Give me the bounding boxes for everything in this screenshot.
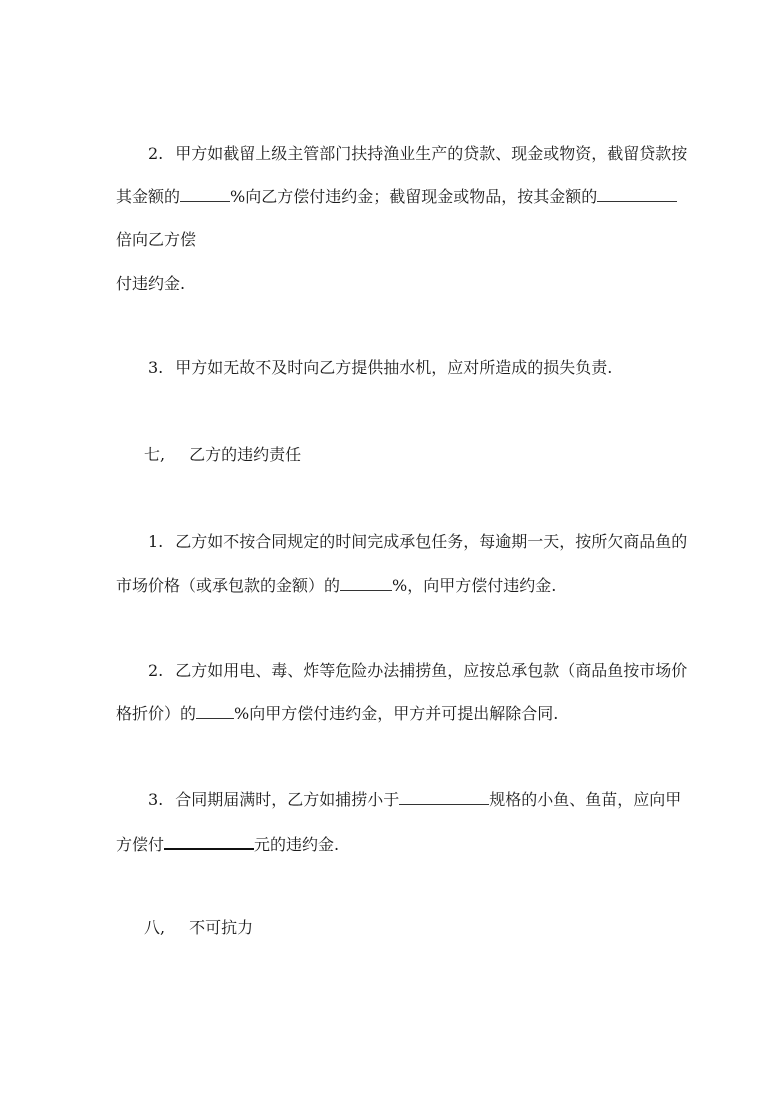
section-8-heading — [144, 918, 253, 938]
section-number: 八, — [144, 918, 166, 937]
clause-text: 规格的小鱼、鱼苗，应向甲 — [489, 790, 682, 809]
section-title: 乙方的违约责任 — [189, 445, 302, 464]
clause-text: 市场价格（或承包款的金额）的 — [116, 576, 341, 595]
fill-blank — [399, 790, 489, 805]
clause-3 — [148, 358, 612, 378]
item-1-line-1 — [148, 532, 687, 552]
section-7-heading — [144, 445, 301, 465]
clause-2-line-3 — [116, 230, 196, 250]
clause-2-line-1 — [148, 144, 687, 164]
clause-number: 3. — [148, 790, 164, 809]
clause-text: 乙方如不按合同规定的时间完成承包任务，每逾期一天，按所欠商品鱼的 — [175, 532, 688, 551]
fill-blank — [196, 704, 234, 719]
clause-text: 元的违约金. — [254, 835, 340, 854]
clause-text: 方偿付 — [116, 835, 165, 854]
clause-2-line-4 — [116, 274, 185, 294]
clause-number: 2. — [148, 661, 164, 680]
clause-text: %向乙方偿付违约金；截留现金或物品，按其金额的 — [230, 187, 598, 206]
section-number: 七, — [144, 445, 166, 464]
clause-text: 倍向乙方偿 — [116, 230, 197, 249]
clause-text: %，向甲方偿付违约金. — [392, 576, 557, 595]
clause-number: 2. — [148, 144, 164, 163]
clause-text: 甲方如无故不及时向乙方提供抽水机，应对所造成的损失负责. — [175, 358, 613, 377]
clause-text: %向甲方偿付违约金，甲方并可提出解除合同. — [234, 704, 559, 723]
clause-text: 格折价）的 — [116, 704, 197, 723]
clause-text: 其金额的 — [116, 187, 181, 206]
fill-blank — [180, 187, 230, 202]
clause-text: 乙方如用电、毒、炸等危险办法捕捞鱼，应按总承包款（商品鱼按市场价 — [175, 661, 688, 680]
clause-text: 付违约金. — [116, 274, 186, 293]
item-1-line-2 — [116, 576, 556, 596]
clause-number: 3. — [148, 358, 164, 377]
section-title: 不可抗力 — [189, 918, 254, 937]
clause-number: 1. — [148, 532, 164, 551]
fill-blank — [340, 576, 392, 591]
clause-2-line-2 — [116, 187, 677, 207]
fill-blank — [164, 834, 254, 850]
item-2-line-1 — [148, 661, 687, 681]
item-3-line-1 — [148, 790, 681, 810]
fill-blank — [597, 187, 677, 202]
item-3-line-2 — [116, 834, 339, 855]
clause-text: 甲方如截留上级主管部门扶持渔业生产的贷款、现金或物资，截留贷款按 — [175, 144, 688, 163]
item-2-line-2 — [116, 704, 558, 724]
clause-text: 合同期届满时，乙方如捕捞小于 — [175, 790, 400, 809]
